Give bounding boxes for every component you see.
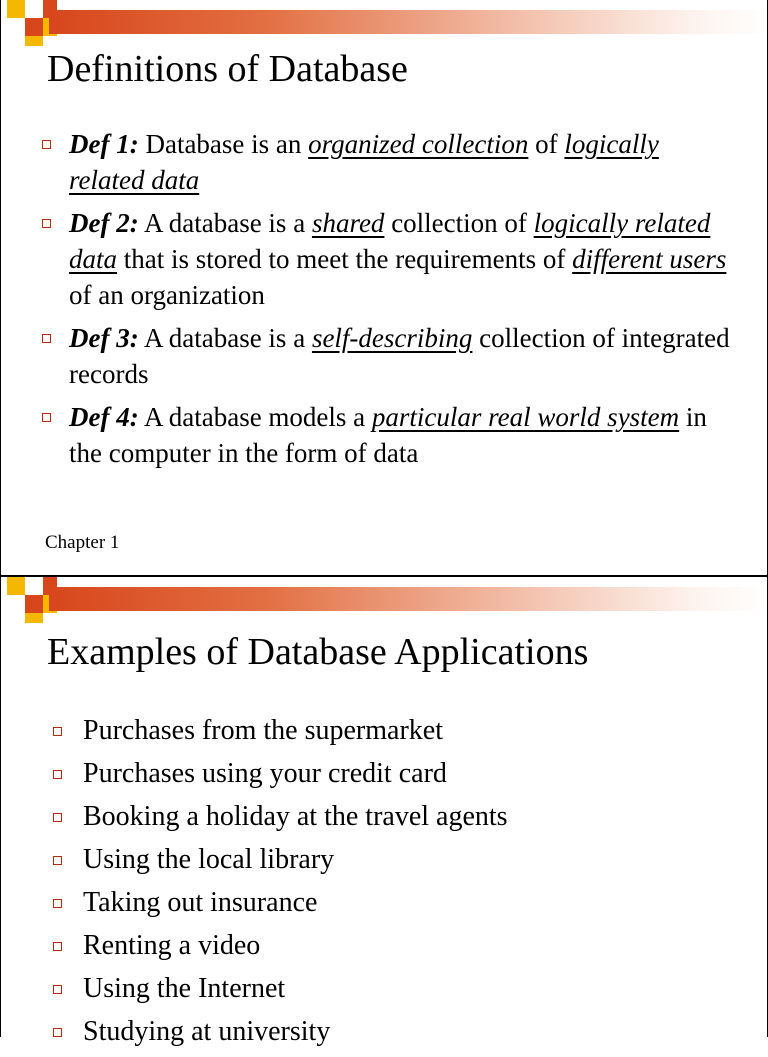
bullet-icon xyxy=(42,140,51,149)
definition-item: Def 1: Database is an organized collection of logically related data xyxy=(37,126,737,198)
slide-title: Examples of Database Applications xyxy=(47,631,589,673)
slide-footer: Chapter 1 xyxy=(45,532,120,553)
bullet-icon xyxy=(53,1028,62,1037)
header-gradient-bar xyxy=(49,587,767,611)
list-item: Purchases from the supermarket xyxy=(49,713,508,756)
list-item: Studying at university xyxy=(49,1014,508,1057)
bullet-icon xyxy=(53,985,62,994)
list-item: Using the local library xyxy=(49,842,508,885)
bullet-icon xyxy=(53,856,62,865)
header-decoration xyxy=(1,0,767,46)
bullet-icon xyxy=(53,813,62,822)
bullet-icon xyxy=(53,899,62,908)
list-item: Booking a holiday at the travel agents xyxy=(49,799,508,842)
slide-examples xyxy=(0,576,768,1047)
header-decoration xyxy=(1,577,767,623)
definitions-list xyxy=(37,126,737,478)
examples-list xyxy=(49,713,508,1057)
bullet-icon xyxy=(53,770,62,779)
bullet-icon xyxy=(53,942,62,951)
list-item: Using the Internet xyxy=(49,971,508,1014)
definition-item: Def 4: A database models a particular real world system in the computer in the form of data xyxy=(37,399,737,471)
list-item: Purchases using your credit card xyxy=(49,756,508,799)
bullet-icon xyxy=(53,727,62,736)
bullet-icon xyxy=(42,334,51,343)
list-item: Taking out insurance xyxy=(49,885,508,928)
slide-title: Definitions of Database xyxy=(47,48,408,90)
definition-item: Def 3: A database is a self-describing collection of integrated records xyxy=(37,320,737,392)
bullet-icon xyxy=(42,219,51,228)
bullet-icon xyxy=(42,413,51,422)
list-item: Renting a video xyxy=(49,928,508,971)
definition-item: Def 2: A database is a shared collection of logically related data that is stored to meet the requirements of different users of an organization xyxy=(37,205,737,313)
header-gradient-bar xyxy=(49,10,767,34)
